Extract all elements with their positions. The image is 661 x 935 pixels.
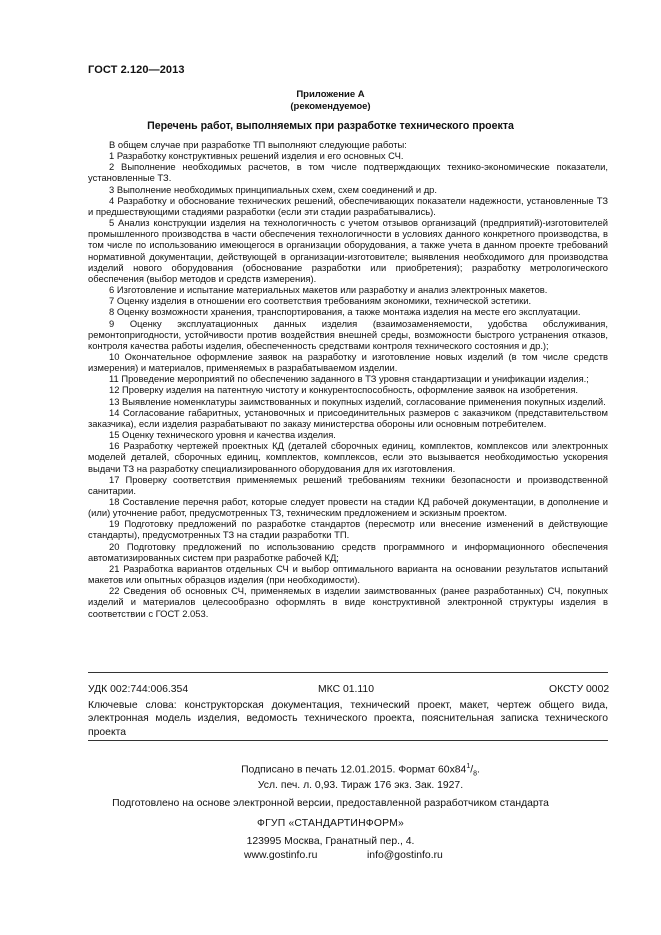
publisher-name: ФГУП «СТАНДАРТИНФОРМ»: [256, 818, 405, 829]
list-item: 1 Разработку конструктивных решений изделия и его основных СЧ.: [109, 150, 404, 162]
list-item: 19 Подготовку предложений по разработке стандартов (пересмотр или внесение изменений в действующие стандарты), предусмотренных ТЗ на стадии разработки ТП.: [88, 518, 608, 541]
format-denominator: 8: [473, 770, 478, 778]
publisher-email: info@gostinfo.ru: [367, 850, 443, 861]
list-item: 12 Проверку изделия на патентную чистоту и конкурентоспособность, оформление заявок на изобретения.: [109, 384, 579, 396]
list-item: 17 Проверку соответствия применяемых решений требованиям техники безопасности и производственной санитарии.: [88, 473, 608, 496]
okstu-code: ОКСТУ 0002: [549, 684, 610, 695]
list-item: 3 Выполнение необходимых принципиальных схем, схем соединений и др.: [109, 183, 437, 195]
list-item: 22 Сведения об основных СЧ, применяемых в изделии заимствованных (ранее разработанных) СЧ, покупных изделий и материалов целесообразно оформлять в виде конструктивной электронной структуры изделия в соответствии с ГОСТ 2.053.: [88, 585, 608, 619]
list-item: 18 Составление перечня работ, которые следует провести на стадии КД рабочей документации, в дополнение и (или) уточнение работ, предусмотренных ТЗ, техническим предложением и эскизным проектом.: [88, 496, 608, 519]
list-item: 21 Разработка вариантов отдельных СЧ и выбор оптимального варианта на основании результатов испытаний макетов или опытных образцов изделия (при необходимости).: [88, 562, 608, 586]
list-item: 11 Проведение мероприятий по обеспечению заданного в ТЗ уровня стандартизации и унификации изделия.;: [109, 373, 589, 385]
mks-code: МКС 01.110: [318, 684, 374, 695]
work-list: [88, 139, 608, 619]
list-item: 6 Изготовление и испытание материальных макетов или разработку и анализ электронных макетов.: [109, 284, 548, 296]
list-item: 16 Разработку чертежей проектных КД (деталей сборочных единиц, комплектов, комплексов или электронных моделей деталей, сборочных единиц, комплектов, комплексов, если это вызывается необходимостью ускорения выдачи ТЗ на разработку специализированного оборудования для их изготовления.: [88, 440, 608, 474]
divider-top: [88, 672, 608, 673]
appendix-name: Приложение А: [296, 89, 365, 100]
prepared-note: Подготовлено на основе электронной версии, предоставленной разработчиком стандарта: [112, 798, 549, 809]
format-suffix: .: [477, 764, 480, 776]
section-title: Перечень работ, выполняемых при разработке технического проекта: [147, 120, 514, 132]
standard-header: ГОСТ 2.120—2013: [88, 64, 185, 76]
appendix-status: (рекомендуемое): [290, 101, 371, 112]
list-intro: В общем случае при разработке ТП выполняют следующие работы:: [109, 139, 407, 150]
list-item: 4 Разработку и обоснование технических решений, обеспечивающих показатели надежности, установленные ТЗ и предшествующими стадиями разработки (если эти стадии разрабатывались).: [88, 194, 608, 217]
list-item: 5 Анализ конструкции изделия на технологичность с учетом отзывов организаций (предприятий)-изготовителей промышленного производства в части обеспечения технологичности в условиях данного конкретного производства, в том числе по использованию имеющегося в организации оборудования, а также учета в данном проекте требований нормативной документации, действующей в организации-изготовителе; выявления необходимого для производства изделий нового оборудования (обоснование разработки или приобретения); разработку метрологического обеспечения (выбор методов и средств измерения).: [88, 217, 608, 284]
list-item: 9 Оценку эксплуатационных данных изделия (взаимозаменяемости, удобства обслуживания, ремонтопригодности, устойчивости против воздействия внешней среды, возможности быстрого устранения отказов, контроля качества работы изделия, обеспеченность средствами контроля технического состояния и др.);: [88, 317, 608, 351]
list-item: 14 Согласование габаритных, установочных и присоединительных размеров с заказчиком (представительством заказчика), если изделия разрабатывают по заказу министерства обороны или основным потребителем.: [88, 406, 608, 429]
list-item: 10 Окончательное оформление заявок на разработку и изготовление новых изделий (в том числе средств измерения) и материалов, применяемых в разрабатываемом изделии.: [88, 350, 608, 374]
list-item: 8 Оценку возможности хранения, транспортирования, а также монтажа изделия на месте его эксплуатации.: [109, 306, 581, 318]
publisher-website: www.gostinfo.ru: [244, 850, 318, 861]
keywords: Ключевые слова: конструкторская документация, технический проект, макет, чертеж общего вида, электронная модель изделия, ведомость технического проекта, пояснительная записка технического проекта: [88, 700, 608, 738]
list-item: 20 Подготовку предложений по использованию средств программного и информационного обеспечения автоматизированных систем при разработке рабочей КД;: [88, 540, 608, 563]
divider-bottom: [88, 740, 608, 741]
list-item: 13 Выявление номенклатуры заимствованных и покупных изделий, согласование применения покупных изделий.: [109, 395, 606, 407]
list-item: 15 Оценку технического уровня и качества изделия.: [109, 429, 336, 441]
udk-code: УДК 002:744:006.354: [88, 684, 189, 695]
publisher-address: 123995 Москва, Гранатный пер., 4.: [246, 836, 415, 847]
format-numerator: 1: [466, 763, 471, 770]
signed-text: Подписано в печать 12.01.2015. Формат 60x84: [241, 764, 467, 776]
print-info: Усл. печ. л. 0,93. Тираж 176 экз. Зак. 1927.: [257, 780, 464, 791]
list-item: 7 Оценку изделия в отношении его соответствия требованиям экономики, технической эстетики.: [109, 295, 532, 307]
signed-for-print: Подписано в печать 12.01.2015. Формат $60x84^1/_8$.: [241, 763, 480, 778]
list-item: 2 Выполнение необходимых расчетов, в том числе подтверждающих технико-экономические показатели, установленные ТЗ.: [88, 161, 608, 184]
